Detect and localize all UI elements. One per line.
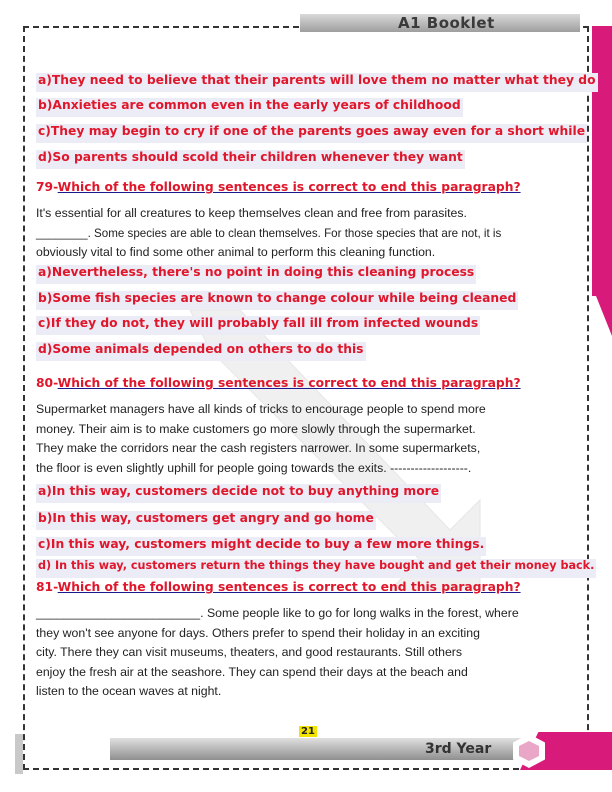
q80-option-c[interactable]: c)In this way, customers might decide to buy a few more things. [36, 537, 486, 556]
passage-81-line: ________________________. Some people like to go for long walks in the forest, where [36, 606, 519, 620]
side-accent-bar [592, 26, 612, 296]
prev-option-c[interactable]: c)They may begin to cry if one of the parents goes away even for a short while [36, 124, 587, 143]
prev-option-b[interactable]: b)Anxieties are common even in the early years of childhood [36, 98, 463, 117]
question-80-text: Which of the following sentences is correct to end this paragraph? [57, 376, 521, 390]
q80-option-d[interactable]: d) In this way, customers return the things they have bought and get their money back. [36, 559, 596, 578]
header-title: A1 Booklet [398, 14, 495, 32]
prev-option-a[interactable]: a)They need to believe that their parents will love them no matter what they do [36, 73, 598, 92]
q80-option-b[interactable]: b)In this way, customers get angry and go home [36, 511, 376, 530]
question-81 [36, 580, 521, 594]
q79-option-a[interactable]: a)Nevertheless, there's no point in doing this cleaning process [36, 265, 476, 284]
footer-left-tab [15, 734, 23, 774]
passage-81-line: listen to the ocean waves at night. [36, 684, 222, 698]
passage-81 [36, 604, 576, 702]
q79-option-d[interactable]: d)Some animals depended on others to do this [36, 342, 366, 361]
passage-81-line: they won't see anyone for days. Others prefer to spend their holiday in an exciting [36, 625, 480, 640]
passage-79-line: ________. Some species are able to clean themselves. For those species that are not, it is [36, 226, 502, 240]
passage-80-line: They make the corridors near the cash registers narrower. In some supermarkets, [36, 441, 481, 455]
prev-option-d[interactable]: d)So parents should scold their children whenever they want [36, 150, 465, 169]
passage-79-line: obviously vital to find some other animal to perform this cleaning function. [36, 245, 436, 259]
side-accent-tip [596, 296, 612, 336]
question-81-number: 81- [36, 580, 58, 594]
passage-80-line: Supermarket managers have all kinds of tricks to encourage people to spend more [36, 402, 486, 416]
question-79-text: Which of the following sentences is correct to end this paragraph? [57, 180, 521, 194]
passage-81-line: city. There they can visit museums, theaters, and good restaurants. Still others [36, 645, 463, 659]
q79-option-c[interactable]: c)If they do not, they will probably fall ill from infected wounds [36, 316, 480, 335]
page-number: 21 [301, 726, 315, 737]
passage-80-line: the floor is even slightly uphill for people going towards the exits. -------------------. [36, 460, 472, 475]
passage-79-line: It's essential for all creatures to keep themselves clean and free from parasites. [36, 206, 467, 220]
passage-80 [36, 400, 576, 478]
question-80 [36, 376, 521, 390]
question-81-text: Which of the following sentences is correct to end this paragraph? [57, 580, 521, 594]
question-79-number: 79- [36, 180, 58, 194]
q79-option-b[interactable]: b)Some fish species are known to change colour while being cleaned [36, 291, 518, 310]
question-80-number: 80- [36, 376, 58, 390]
question-79 [36, 180, 521, 194]
passage-81-line: enjoy the fresh air at the seashore. They can spend their days at the beach and [36, 664, 468, 679]
q80-option-a[interactable]: a)In this way, customers decide not to buy anything more [36, 484, 441, 503]
passage-80-line: money. Their aim is to make customers go more slowly through the supermarket. [36, 421, 476, 436]
passage-79 [36, 204, 576, 263]
footer-label: 3rd Year [425, 741, 492, 757]
